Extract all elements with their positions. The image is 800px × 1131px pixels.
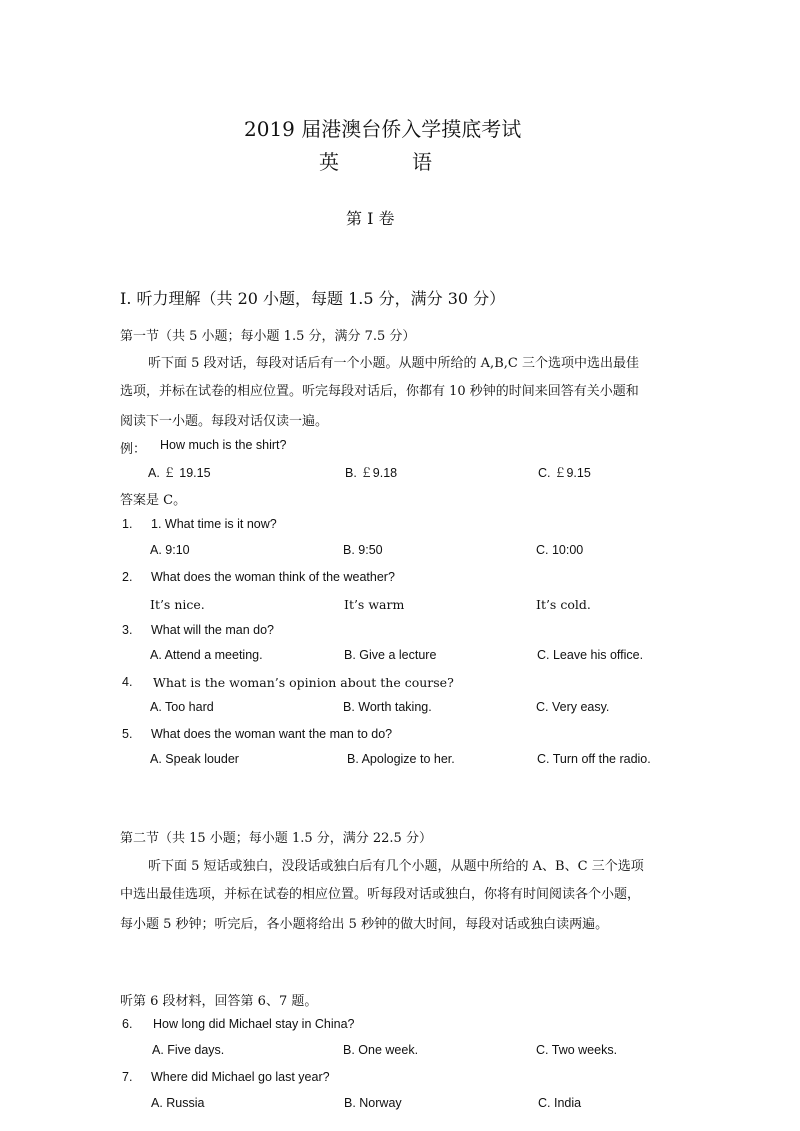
example-label: 例：: [120, 442, 147, 457]
example-option-a: A. ￡ 19.15: [148, 466, 211, 480]
option-b: It’s warm: [344, 597, 405, 612]
question-text: What does the woman want the man to do?: [151, 727, 393, 741]
option-c: C. Very easy.: [536, 700, 610, 714]
section1-instruction-line-2: 选项，并标在试卷的相应位置。听完每段对话后，你都有 10 秒钟的时间来回答有关小题和: [120, 384, 639, 399]
question-number: 2.: [122, 570, 133, 584]
option-c: C. Turn off the radio.: [537, 752, 651, 766]
option-a: A. Attend a meeting.: [150, 648, 263, 662]
part1-heading: I. 听力理解（共 20 小题，每题 1.5 分，满分 30 分）: [120, 289, 506, 308]
option-a: A. Too hard: [150, 700, 214, 714]
subject-char-2: 语: [412, 150, 432, 174]
example-option-b: B. ￡9.18: [345, 466, 398, 480]
question-number: 4.: [122, 675, 133, 689]
option-b: B. One week.: [343, 1043, 419, 1057]
example-option-c: C. ￡9.15: [538, 466, 591, 480]
question-number: 1.: [122, 517, 133, 531]
question-text: What is the woman’s opinion about the course?: [153, 675, 454, 690]
option-c: C. India: [538, 1096, 582, 1110]
section1-instruction-line-1: 听下面 5 段对话，每段对话后有一个小题。从题中所给的 A,B,C 三个选项中选出最佳: [148, 356, 639, 371]
option-b: B. Worth taking.: [343, 700, 432, 714]
option-b: B. Apologize to her.: [347, 752, 455, 766]
question-number: 6.: [122, 1017, 133, 1031]
option-a: A. Russia: [151, 1096, 205, 1110]
option-c: C. Leave his office.: [537, 648, 644, 662]
option-b: B. Give a lecture: [344, 648, 437, 662]
option-b: B. 9:50: [343, 543, 383, 557]
example-question: How much is the shirt?: [160, 438, 287, 452]
option-a: A. Five days.: [152, 1043, 225, 1057]
question-text: What will the man do?: [151, 623, 274, 637]
question-number: 5.: [122, 727, 133, 741]
section2-title: 第二节（共 15 小题；每小题 1.5 分，满分 22.5 分）: [120, 831, 432, 846]
section2-instruction-line-1: 听下面 5 短话或独白，没段话或独白后有几个小题，从题中所给的 A、B、C 三个选项: [148, 859, 644, 874]
question-text: How long did Michael stay in China?: [153, 1017, 355, 1031]
question-text: What does the woman think of the weather?: [151, 570, 395, 584]
option-c: C. 10:00: [536, 543, 584, 557]
section2-instruction-line-2: 中选出最佳选项，并标在试卷的相应位置。听每段对话或独白，你将有时间阅读各个小题，: [120, 887, 641, 902]
exam-title: 2019 届港澳台侨入学摸底考试: [244, 117, 522, 141]
option-b: B. Norway: [344, 1096, 402, 1110]
section1-title: 第一节（共 5 小题；每小题 1.5 分，满分 7.5 分）: [120, 329, 416, 344]
section1-instruction-line-3: 阅读下一小题。每段对话仅读一遍。: [120, 414, 329, 429]
section2-instruction-line-3: 每小题 5 秒钟；听完后，各小题将给出 5 秒钟的做大时间，每段对话或独白读两遍。: [120, 917, 609, 932]
question-text: 1. What time is it now?: [151, 517, 277, 531]
question-number: 3.: [122, 623, 133, 637]
volume-label: 第 I 卷: [346, 209, 395, 228]
question-number: 7.: [122, 1070, 133, 1084]
example-answer: 答案是 C。: [120, 493, 187, 508]
option-c: C. Two weeks.: [536, 1043, 618, 1057]
material-note: 听第 6 段材料，回答第 6、7 题。: [120, 994, 318, 1009]
option-a: A. 9:10: [150, 543, 190, 557]
option-a: It’s nice.: [150, 597, 205, 612]
subject-char-1: 英: [319, 150, 339, 174]
question-text: Where did Michael go last year?: [151, 1070, 330, 1084]
option-c: It’s cold.: [536, 597, 591, 612]
option-a: A. Speak louder: [150, 752, 239, 766]
